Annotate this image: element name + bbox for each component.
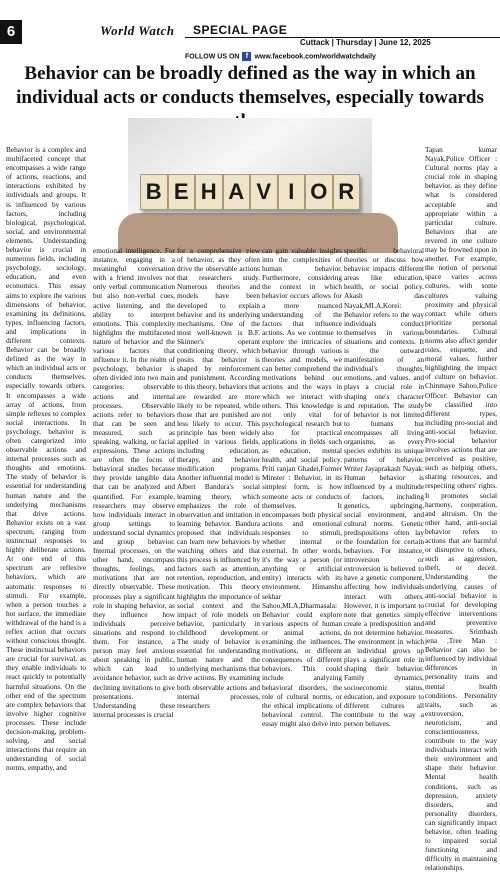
article-column-3: for a comprehensive view of behavior, as they often drive the observable actions that researchers study. Numerous theories and models have been developed to explain behavior and its underlying mechanisms. One of the most well-known is B.F. Skinner's operant conditioning theory, which posits that behavior is shaped by reinforcement and punishment. According to this theory, behaviors that are rewarded are more likely to be repeated, while those that are punished are less likely to occur. This principle has been widely applied in various fields, including education, therapy, and behavior modification programs. Another influential model is Albert Bandura's social learning theory, which emphasizes the role of observation and imitation in learning behavior. Bandura proposed that individuals can learn new behaviors by watching others and that this process is influenced by factors such as attention, retention, reproduction, and motivation. This theory highlights the importance of social context and the impact of role models on behavior, particularly in childhood development. The study of behavior is essential for understanding human nature and the underlying mechanisms that drive actions. By examining both observable actions and internal processes, researchers <box>177 246 260 710</box>
follow-label: FOLLOW US ON <box>185 53 240 61</box>
follow-url[interactable]: www.facebook.com/worldwatchdaily <box>254 53 376 61</box>
article-column-5: specific behavioral theories or discuss how behavior impacts different areas like education, health, or social policy. Akash das Nayak,MLA,Korei: Behavior refers to the way individuals conduct themselves in various situations and contexts. It is the outward manifestation of an individual's thoughts, emotions, and values, and plays a crucial role in shaping one's character and reputation. The study of behavior is not limited to humans but encompasses all living organisms, as every species exhibits its unique patterns of behavior. Writer Jayaprakash Nayak: Human behavior is influenced by a multitude of factors, including genetics, upbringing, social environment, and cultural norms. Genetic predispositions often lay the foundation for certain behaviors. For instance, introversion or extroversion is believed to have a genetic component, affecting how individuals interact with others. However, it is important to note that genetics simply create a predisposition and do not determine behavior. The environment in which an individual grows up plays a significant role in shaping their behavior. Family dynamics, socioeconomic status, education, and exposure to different cultures all contribute to the way a person behaves. <box>344 246 424 728</box>
tile-row <box>140 174 360 210</box>
article-column-4: can gain valuable insights into the complexities of human behavior. Furthermore, considering the context in which behavior occurs allows for a more nuanced understanding of the factors that influence actions. As we continue to explore the intricacies of behavior through various theories and models, we can better comprehend the motivations behind our actions and the ways in which we interact with others. This knowledge is not only vital for psychological research but also for practical applications in fields such as education, mental health, and social policy. Priti ranjan Ghadei,Former Minster : Behavior, in its simplest form, is how someone acts or conducts themselves. It encompasses both physical actions and emotional responses to stimuli, whether internal or external. In other words, it's the way a person (or anything or artificial entity) interacts with its environment. Himanshu sekhar Sahoo,MLA,Dharmasala: Behavior could explore various aspects of human or animal actions, examining the influences, motivations, or different consequences of different behaviors. This could include analyzing behavioral disorders, the role of cultural norms, or the ethical implications of behavioral control. The essay might also delve into <box>262 246 342 728</box>
newspaper-logo: World Watch <box>100 23 175 38</box>
article-headline: Behavior can be broadly defined as the way in which an individual acts or conducts themselves, especially towards <box>16 63 484 108</box>
article-column-2: emotional intelligence. For instance, engaging in a meaningful conversation with a friend involves not only verbal communication but also non-verbal cues, active listening, and the ability to interpret emotions. This complexity highlights the multifaceted nature of behavior and the various factors that influence it. In the realm of psychology, behavior is often divided into two main categories: observable actions and internal processes. Observable actions refer to behaviors that can be seen and measured, such as speaking, walking, or facial expressions. These actions are often the focus of behavioral studies because they provide tangible data that can be analyzed and quantified. For example, researchers may observe how individuals interact in group settings to understand social dynamics and group behavior. Internal processes, on the other hand, encompass thoughts, feelings, and motivations that are not directly observable. These processes play a significant role in shaping behavior, as they influence how individuals perceive situations and respond to them. For instance, a person may feel anxious about speaking in public, which can lead to avoidance behavior, such as declining invitations to give presentations. Understanding these internal processes is crucial <box>93 246 175 719</box>
letter-tile: E <box>168 174 196 210</box>
letter-tile: O <box>305 174 333 210</box>
page-number: 6 <box>0 20 22 44</box>
letter-tile: A <box>223 174 251 210</box>
letter-tile: H <box>195 174 223 210</box>
follow-line <box>185 52 500 61</box>
letter-tile: I <box>278 174 306 210</box>
section-label: SPECIAL PAGE <box>193 23 288 37</box>
letter-tile: B <box>140 174 168 210</box>
article-column-1: Behavior is a complex and multifaceted concept that encompasses a wide range of actions, reactions, and interactions exhibited by individuals and groups. It is influenced by various factors, including biological, psychological, social, and environmental elements. Understanding behavior is crucial in numerous fields, including psychology, sociology, education, and even economics. This essay aims to explore the various dimensions of behavior, examining its definitions, types, influencing factors, and implications in different contexts. Behavior can be broadly defined as the way in which an individual acts or conducts themselves, especially towards others. It encompasses a wide array of actions, from simple reflexes to complex social interactions. In psychology, behavior is often categorized into observable actions and internal processes such as thoughts and emotions. The study of behavior is essential for understanding human nature and the underlying mechanisms that drive actions. Behavior exists on a vast spectrum, ranging from instinctual responses to highly deliberate actions. At one end of this spectrum are reflexive behaviors, which are automatic responses to stimuli. For example, when a person touches a hot surface, the immediate withdrawal of the hand is a reflex action that occurs without conscious thought. These instinctual behaviors are crucial for survival, as they enable individuals to react quickly to potentially harmful situations. On the other end of the spectrum are complex behaviors that involve higher cognitive processes. These include decision-making, problem-solving, and social interactions that require an understanding of social norms, empathy, and <box>6 145 86 773</box>
behavior-tiles-image <box>128 118 372 243</box>
dateline: Cuttack | Thursday | June 12, 2025 <box>300 38 431 47</box>
page-header <box>0 0 500 61</box>
letter-tile: R <box>333 174 361 210</box>
facebook-icon: f <box>242 52 251 61</box>
letter-tile: V <box>250 174 278 210</box>
article-column-6: Tapan kumar Nayak,Police Officer : Cultural norms play a crucial role in shaping behavior, as they define what is considered acceptable and appropriate within a particular culture. Behaviors that are revered in one culture may be frowned upon in another. For example, the notion of personal space varies across cultures, with some cultures valuing proximity and physical contact while others prioritize personal boundaries. Cultural norms also affect gender roles, etiquette, and moral values, further highlighting the impact of culture on behavior. Chinmaye Sahoo,Police Officer: Behavior can be classified into different types, including pro-social and anti-social behavior. Pro-social behavior involves actions that are perceived as positive, such as helping others, sharing resources, and respecting others' rights. It promotes social harmony, cooperation, and altruism. On the other hand, anti-social behavior refers to actions that are harmful or disruptive to others, such as aggression, theft, or deceit. Understanding the underlying causes of anti-social behavior is crucial for developing effective interventions and preventive measures. Srimbash jena ,Tree Man : Behavior can also be influenced by individual differences in personality traits and mental health conditions. Personality traits, such as extroversion, neuroticism, and conscientiousness, contribute to the way individuals interact with their environment and shape their behavior. Mental health conditions, such as depression, anxiety disorders, and personality disorders, can significantly impact behavior, often leading to impaired social functioning and difficulty in maintaining relationships. <box>425 145 497 873</box>
